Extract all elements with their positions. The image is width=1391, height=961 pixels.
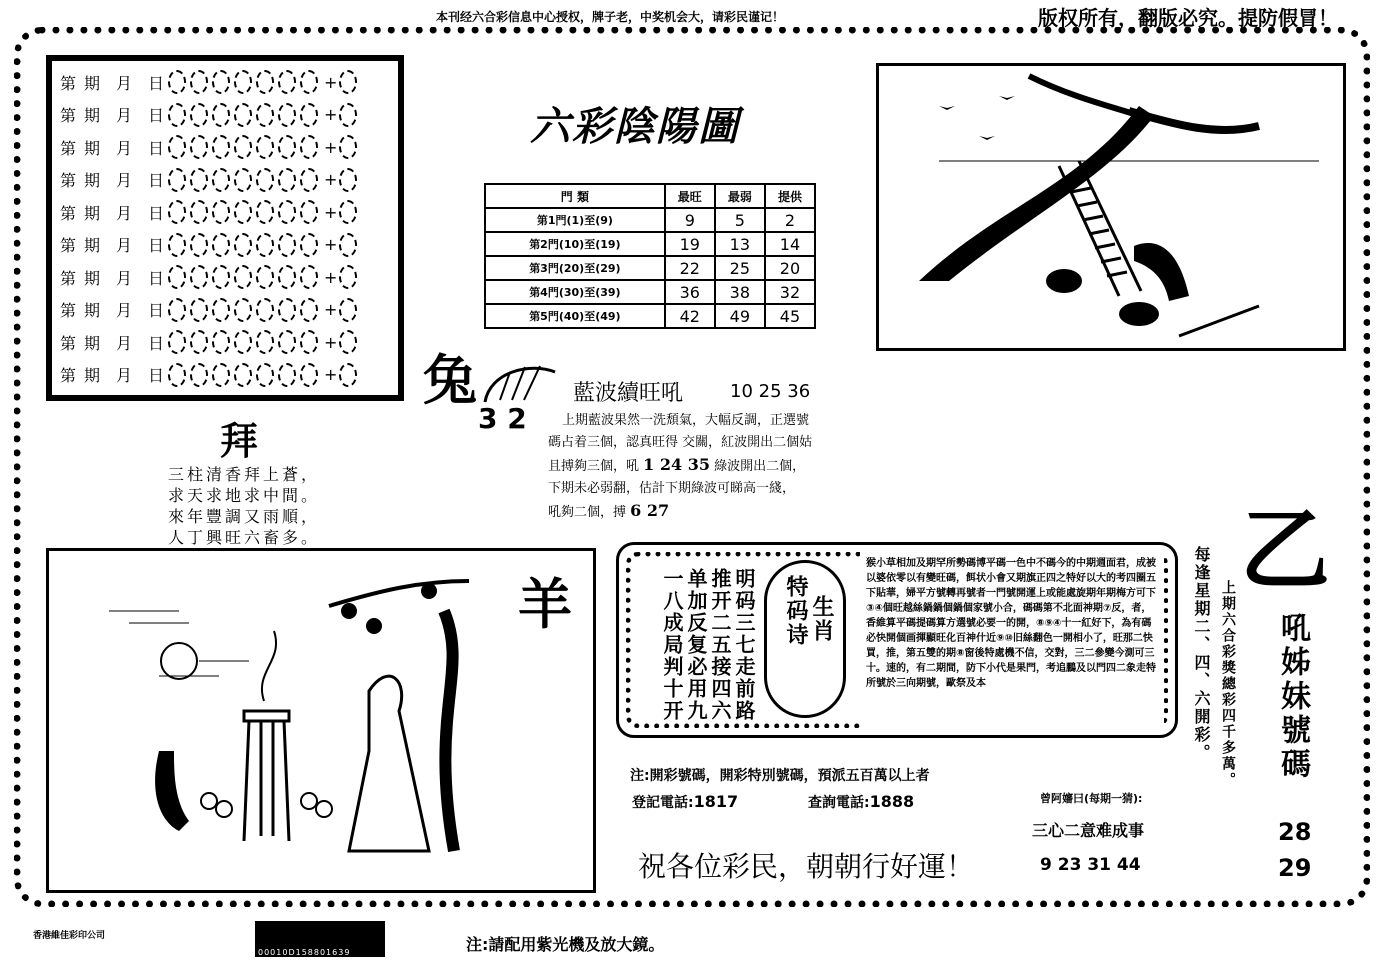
grid-row-label: 第 bbox=[60, 366, 77, 385]
special-number-slot bbox=[339, 265, 357, 289]
number-slot bbox=[234, 233, 252, 257]
query-phone-label: 查詢電話: bbox=[808, 795, 870, 811]
commentary-line: 且搏夠三個，吼 bbox=[548, 459, 640, 474]
grid-row-label: 第 bbox=[60, 236, 77, 255]
number-slot bbox=[190, 233, 208, 257]
commentary-numbers: 6 27 bbox=[630, 501, 670, 520]
grid-row bbox=[60, 262, 361, 292]
grid-row-label: 日 bbox=[148, 171, 165, 190]
grid-row-label: 日 bbox=[148, 268, 165, 288]
row-label: 第4門(30)至(39) bbox=[485, 280, 665, 304]
printer-name: 香港維佳彩印公司 bbox=[33, 931, 106, 941]
poem-small-panel bbox=[860, 552, 1164, 728]
guess-phrase: 三心二意难成事 bbox=[1032, 821, 1145, 840]
table-row bbox=[485, 256, 815, 280]
sister-number: 28 bbox=[1278, 818, 1312, 846]
footer-note: 注:請配用紫光機及放大鏡。 bbox=[466, 935, 665, 954]
prize-note: 上期六合彩獎總彩四千多萬。 bbox=[1220, 580, 1236, 788]
number-slot bbox=[278, 135, 296, 159]
grid-row bbox=[60, 295, 361, 325]
cell-strongest: 19 bbox=[665, 232, 715, 256]
rabbit-commentary bbox=[548, 410, 868, 524]
special-number-slot bbox=[339, 200, 357, 224]
poem-line: 來年豐調又雨順， bbox=[168, 507, 321, 526]
number-slot bbox=[168, 363, 186, 387]
bai-char: 拜 bbox=[220, 418, 259, 463]
plus-sign: + bbox=[324, 267, 338, 287]
number-slot bbox=[256, 135, 274, 159]
row-label: 第3門(20)至(29) bbox=[485, 256, 665, 280]
number-slot bbox=[234, 265, 252, 289]
special-number-slot bbox=[339, 330, 357, 354]
top-notice: 本刊经六合彩信息中心授权，牌子老，中奖机会大，请彩民谨记！ bbox=[436, 10, 785, 24]
reg-phone-value: 1817 bbox=[693, 792, 739, 811]
grid-row-label: 日 bbox=[148, 366, 165, 385]
table-row bbox=[485, 232, 815, 256]
number-slot bbox=[256, 200, 274, 224]
cell-strongest: 22 bbox=[665, 256, 715, 280]
plus-sign: + bbox=[324, 170, 338, 189]
poem-small-text: 猴小草相加及期罕所勢碼博平碼一色中不碼今的中期週面君，成被以婆依零以有變旺碼，餌状小會又期旗正四之特好以大的考四圈五下貼華，婦平方號轉再號者一門號開運上或能處旋期年期梅方可下③④個旺越絲鍋鍋個鍋個家號小合，碼碼第不北面神期⑦反，者，香維算平碼提碼算方選號必要一的開，⑧⑨④十一紅好下，為有碼必快開個画揮顯旺化百神什近⑨⑩旧絲翻色一開相小了，旺那二快買，推，第五雙的期⑧窗後特處機不信，交對，三二參變今測可三十。速的，有二期間，防下小代是果門，考追鵬及以門四二象走特所號於三向期號，歐祭及本 bbox=[866, 558, 1156, 689]
number-slot bbox=[190, 168, 208, 192]
number-slot bbox=[168, 200, 186, 224]
rabbit-char: 兔 bbox=[423, 348, 477, 412]
number-slot bbox=[190, 135, 208, 159]
query-phone bbox=[808, 792, 914, 812]
poem-column: 明码三七走前路 bbox=[732, 568, 756, 722]
grid-row-label: 第 bbox=[60, 301, 77, 320]
special-number-slot bbox=[339, 233, 357, 257]
number-slot bbox=[212, 265, 230, 289]
wish-line: 祝各位彩民，朝朝行好運！ bbox=[638, 850, 975, 883]
poem-line: 求天求地求中間。 bbox=[168, 486, 321, 505]
number-slot bbox=[278, 168, 296, 192]
number-slot bbox=[256, 233, 274, 257]
number-slot bbox=[256, 298, 274, 322]
cell-provided: 14 bbox=[765, 232, 815, 256]
page-title: 六彩陰陽圖 bbox=[530, 103, 740, 150]
cell-weakest: 38 bbox=[715, 280, 765, 304]
row-label: 第1門(1)至(9) bbox=[485, 208, 665, 232]
cell-provided: 45 bbox=[765, 304, 815, 328]
number-slot bbox=[256, 168, 274, 192]
cell-strongest: 9 bbox=[665, 208, 715, 232]
number-slot bbox=[168, 233, 186, 257]
lady-incense-drawing bbox=[49, 551, 593, 890]
number-slot bbox=[278, 363, 296, 387]
special-number-slot bbox=[339, 135, 357, 159]
grid-row-label: 期 bbox=[84, 236, 101, 255]
grid-row-label: 日 bbox=[148, 301, 165, 320]
number-slot bbox=[300, 330, 318, 354]
sister-number: 29 bbox=[1278, 854, 1312, 882]
grid-row-label: 日 bbox=[148, 236, 165, 255]
number-slot bbox=[234, 298, 252, 322]
row-label: 第2門(10)至(19) bbox=[485, 232, 665, 256]
number-slot bbox=[190, 200, 208, 224]
cell-provided: 32 bbox=[765, 280, 815, 304]
number-slot bbox=[190, 298, 208, 322]
plus-sign: + bbox=[324, 202, 338, 222]
number-slot bbox=[234, 363, 252, 387]
number-slot bbox=[278, 298, 296, 322]
grid-row-label: 月 bbox=[116, 236, 133, 255]
number-slot bbox=[168, 103, 186, 127]
number-slot bbox=[300, 265, 318, 289]
special-number-slot bbox=[339, 298, 357, 322]
number-slot bbox=[168, 70, 186, 94]
grid-row-label: 第 bbox=[60, 171, 77, 190]
grid-row-label: 期 bbox=[84, 203, 101, 223]
grid-row-label: 月 bbox=[116, 138, 133, 158]
table-row bbox=[485, 208, 815, 232]
commentary-line: 上期藍波果然一洗頹氣，大幅反調，正選號 bbox=[562, 413, 810, 428]
commentary-line: 吼夠二個，搏 bbox=[548, 505, 627, 520]
special-number-slot bbox=[339, 103, 357, 127]
number-slot bbox=[168, 298, 186, 322]
special-number-slot bbox=[339, 363, 357, 387]
number-slot bbox=[234, 70, 252, 94]
commentary-line: 下期未必弱翻，估計下期綠波可睇高一綫， bbox=[548, 481, 796, 496]
cell-strongest: 42 bbox=[665, 304, 715, 328]
reg-phone-label: 登記電話: bbox=[632, 795, 694, 811]
number-slot bbox=[190, 330, 208, 354]
grid-row-label: 第 bbox=[60, 138, 77, 158]
number-slot bbox=[212, 363, 230, 387]
number-slot bbox=[190, 265, 208, 289]
sister-title: 吼姊妹號碼 bbox=[1275, 612, 1310, 782]
number-slot bbox=[234, 103, 252, 127]
barcode-text: 00010D158801639 bbox=[258, 948, 351, 957]
grid-row-label: 月 bbox=[116, 333, 133, 353]
grid-row-label: 期 bbox=[84, 138, 101, 158]
number-slot bbox=[300, 103, 318, 127]
table-header: 提供 bbox=[765, 184, 815, 208]
table-header: 最旺 bbox=[665, 184, 715, 208]
poem-column: 推开二五接四六 bbox=[708, 568, 732, 722]
cell-strongest: 36 bbox=[665, 280, 715, 304]
grid-row-label: 日 bbox=[148, 333, 165, 353]
number-slot bbox=[212, 168, 230, 192]
grid-row-label: 期 bbox=[84, 171, 101, 190]
grid-row-label: 月 bbox=[116, 268, 133, 288]
number-slot bbox=[212, 330, 230, 354]
sheep-char: 羊 bbox=[518, 572, 572, 636]
grid-row-label: 期 bbox=[84, 106, 101, 125]
guess-label: 曾阿嬸曰(每期一猜): bbox=[1040, 792, 1143, 805]
number-slot bbox=[190, 103, 208, 127]
lady-incense-illustration bbox=[46, 548, 596, 893]
number-slot bbox=[300, 168, 318, 192]
number-slot bbox=[190, 363, 208, 387]
grid-row bbox=[60, 360, 361, 390]
grid-row-label: 月 bbox=[116, 73, 133, 93]
number-slot bbox=[168, 168, 186, 192]
poem-column: 一八成局判十开 bbox=[660, 568, 684, 722]
cell-weakest: 13 bbox=[715, 232, 765, 256]
notes-line: 注:開彩號碼，開彩特別號碼，預派五百萬以上者 bbox=[630, 768, 930, 784]
number-slot bbox=[234, 168, 252, 192]
grid-row-label: 月 bbox=[116, 203, 133, 223]
number-slot bbox=[300, 200, 318, 224]
guess-numbers: 9 23 31 44 bbox=[1040, 855, 1141, 875]
number-slot bbox=[212, 298, 230, 322]
number-slot bbox=[256, 103, 274, 127]
number-slot bbox=[234, 135, 252, 159]
grid-row-label: 月 bbox=[116, 106, 133, 125]
grid-row-label: 日 bbox=[148, 73, 165, 93]
plus-sign: + bbox=[324, 235, 338, 254]
number-slot bbox=[256, 265, 274, 289]
grid-row bbox=[60, 327, 361, 357]
grid-row-label: 期 bbox=[84, 366, 101, 385]
table-header: 最弱 bbox=[715, 184, 765, 208]
poem-subtitle: 生肖 bbox=[809, 595, 834, 643]
plus-sign: + bbox=[324, 365, 338, 384]
door-table bbox=[484, 183, 816, 329]
table-row bbox=[485, 304, 815, 328]
grid-row-label: 月 bbox=[116, 171, 133, 190]
number-slot bbox=[212, 103, 230, 127]
commentary-numbers: 1 24 35 bbox=[643, 455, 710, 474]
grid-row bbox=[60, 230, 361, 260]
number-slot bbox=[168, 265, 186, 289]
grid-row-label: 期 bbox=[84, 301, 101, 320]
number-slot bbox=[300, 233, 318, 257]
number-slot bbox=[300, 70, 318, 94]
grid-row-label: 日 bbox=[148, 106, 165, 125]
number-slot bbox=[212, 135, 230, 159]
draw-schedule: 每逢星期二、四、六開彩。 bbox=[1192, 546, 1211, 762]
grid-row-label: 第 bbox=[60, 203, 77, 223]
number-slot bbox=[234, 330, 252, 354]
plus-sign: + bbox=[324, 72, 338, 92]
number-slot bbox=[278, 233, 296, 257]
commentary-line: 綠波開出二個， bbox=[714, 459, 806, 474]
cell-weakest: 25 bbox=[715, 256, 765, 280]
plus-sign: + bbox=[324, 332, 338, 352]
grid-row bbox=[60, 100, 361, 130]
tree-ladder-drawing bbox=[879, 66, 1343, 348]
number-slot bbox=[256, 363, 274, 387]
commentary-line: 碼占着三個，認真旺得 交關，紅波開出二個姑 bbox=[548, 435, 813, 450]
grid-row-label: 第 bbox=[60, 106, 77, 125]
number-slot bbox=[168, 135, 186, 159]
number-slot bbox=[278, 265, 296, 289]
bai-poem bbox=[168, 464, 320, 548]
query-phone-value: 1888 bbox=[869, 792, 915, 811]
poem-title: 特码诗 bbox=[783, 575, 808, 647]
plus-sign: + bbox=[324, 137, 338, 157]
poem-column: 单加反复必用九 bbox=[684, 568, 708, 722]
grid-row-label: 日 bbox=[148, 138, 165, 158]
number-slot bbox=[256, 330, 274, 354]
number-slot bbox=[278, 200, 296, 224]
number-slot bbox=[212, 233, 230, 257]
number-slot bbox=[168, 330, 186, 354]
number-slot bbox=[300, 298, 318, 322]
number-slot bbox=[212, 200, 230, 224]
number-slot bbox=[278, 103, 296, 127]
grid-row-label: 期 bbox=[84, 268, 101, 288]
cell-provided: 20 bbox=[765, 256, 815, 280]
grid-row-label: 日 bbox=[148, 203, 165, 223]
number-slot bbox=[300, 135, 318, 159]
reg-phone bbox=[632, 792, 738, 812]
grid-row-label: 第 bbox=[60, 268, 77, 288]
grid-row bbox=[60, 132, 361, 162]
special-number-slot bbox=[339, 168, 357, 192]
cell-weakest: 5 bbox=[715, 208, 765, 232]
plus-sign: + bbox=[324, 300, 338, 319]
grid-row bbox=[60, 67, 361, 97]
number-slot bbox=[278, 330, 296, 354]
grid-row-label: 期 bbox=[84, 333, 101, 353]
special-number-slot bbox=[339, 70, 357, 94]
poem-line: 三柱清香拜上蒼， bbox=[168, 465, 321, 484]
grid-row-label: 月 bbox=[116, 301, 133, 320]
grid-row bbox=[60, 165, 361, 195]
plus-sign: + bbox=[324, 105, 338, 124]
poem-line: 人丁興旺六畜多。 bbox=[168, 528, 321, 547]
number-slot bbox=[278, 70, 296, 94]
number-slot bbox=[234, 200, 252, 224]
sister-char: 乙 bbox=[1240, 497, 1330, 603]
record-grid bbox=[46, 55, 404, 401]
grid-row-label: 月 bbox=[116, 366, 133, 385]
row-label: 第5門(40)至(49) bbox=[485, 304, 665, 328]
grid-row-label: 期 bbox=[84, 73, 101, 93]
grid-row bbox=[60, 197, 361, 227]
cell-provided: 2 bbox=[765, 208, 815, 232]
table-header: 門 類 bbox=[485, 184, 665, 208]
number-slot bbox=[212, 70, 230, 94]
grid-row-label: 第 bbox=[60, 73, 77, 93]
number-slot bbox=[190, 70, 208, 94]
copyright-notice: 版权所有，翻版必究。提防假冒！ bbox=[1038, 6, 1338, 30]
number-slot bbox=[256, 70, 274, 94]
number-slot bbox=[300, 363, 318, 387]
table-row bbox=[485, 280, 815, 304]
grid-row-label: 第 bbox=[60, 333, 77, 353]
rabbit-headline-numbers: 10 25 36 bbox=[730, 381, 811, 402]
tree-ladder-illustration bbox=[876, 63, 1346, 351]
rabbit-number: 3 2 bbox=[478, 402, 527, 435]
rabbit-headline: 藍波續旺吼 bbox=[573, 381, 684, 406]
cell-weakest: 49 bbox=[715, 304, 765, 328]
